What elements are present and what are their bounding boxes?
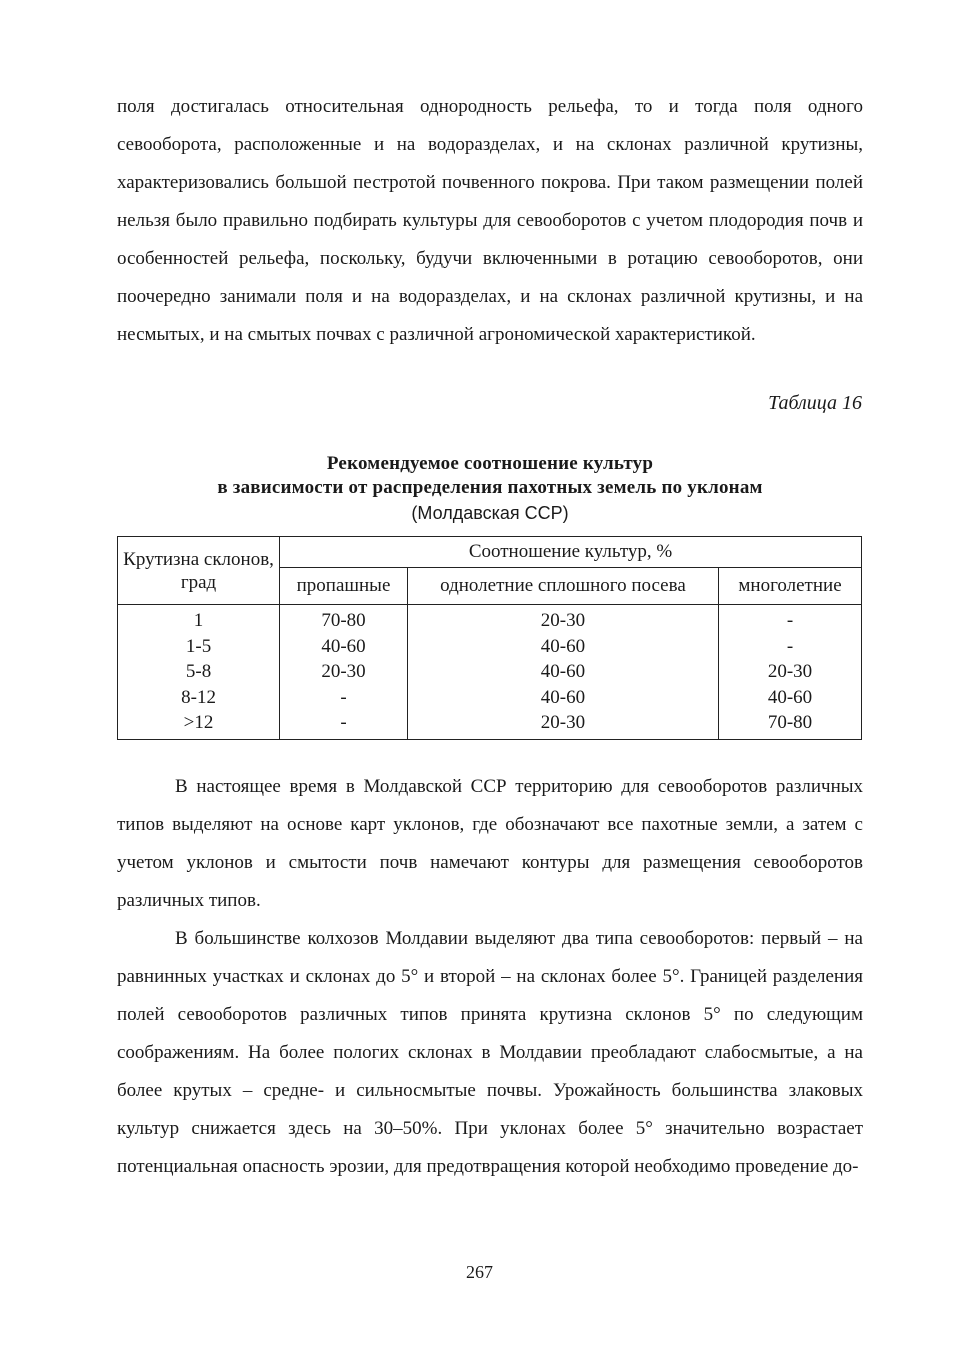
crop-ratio-table [117,536,862,740]
paragraph-2: В настоящее время в Молдавской ССР территорию для севооборотов различных типов выделяют на основе карт уклонов, где обозначают все пахотные земли, а затем с учетом уклонов и смытости почв намечают контуры для размещения севооборотов различных типов. [117,776,863,911]
cell-slope: >12 [118,710,280,739]
header-perennial: многолетние [719,568,862,605]
header-annual: однолетние сплошного посева [407,568,718,605]
paragraph-3: В большинстве колхозов Молдавии выделяют два типа севооборотов: первый – на равнинных участках и склонах до 5° и второй – на склонах более 5°. Границей разделения полей севооборотов различных типов принята крутизна склонов 5° по следующим соображениям. На более пологих склонах в Молдавии преобладают слабосмытые, а на более крутых – средне- и сильносмытые почвы. Урожайность большинства злаковых культур снижается здесь на 30–50%. При уклонах более 5° значительно возрастает потенциальная опасность эрозии, для предотвращения которой необходимо проведение до- [117,928,863,1177]
table-row [118,710,862,739]
table-row [118,605,862,634]
table-label: Таблица 16 [768,392,862,414]
cell-row-crops: 20-30 [280,659,408,685]
cell-perennial: - [719,634,862,660]
table-title-line-2: в зависимости от распределения пахотных земель по уклонам [217,477,763,498]
table-title [117,452,863,527]
cell-perennial: 40-60 [719,685,862,711]
cell-slope: 5-8 [118,659,280,685]
page-number: 267 [466,1262,493,1282]
table-subtitle: (Молдавская ССР) [411,503,569,523]
table-row [118,634,862,660]
cell-slope: 8-12 [118,685,280,711]
cell-slope: 1-5 [118,634,280,660]
cell-row-crops: - [280,685,408,711]
cell-annual: 40-60 [407,634,718,660]
table-row [118,659,862,685]
cell-perennial: 70-80 [719,710,862,739]
header-ratio: Соотношение культур, % [280,537,862,568]
header-slope: Крутизна склонов, град [118,537,280,605]
cell-row-crops: 40-60 [280,634,408,660]
cell-annual: 40-60 [407,659,718,685]
cell-slope: 1 [118,605,280,634]
cell-row-crops: 70-80 [280,605,408,634]
table-title-line-1: Рекомендуемое соотношение культур [326,453,654,474]
cell-annual: 20-30 [407,710,718,739]
table-row [118,685,862,711]
header-row-crops: пропашные [280,568,408,605]
cell-perennial: - [719,605,862,634]
paragraph-1: поля достигалась относительная однородность рельефа, то и тогда поля одного севооборота, расположенные и на водоразделах, и на склонах различной крутизны, характеризовались большой пестротой почвенного покрова. При таком размещении полей нельзя было правильно подбирать культуры для севооборотов с учетом плодородия почв и особенностей рельефа, поскольку, будучи включенными в ротацию севооборотов, они поочередно занимали поля и на водоразделах, и на склонах различной крутизны, и на несмытых, и на смытых почвах с различной агрономической характеристикой. [117,96,863,345]
cell-annual: 40-60 [407,685,718,711]
cell-perennial: 20-30 [719,659,862,685]
cell-row-crops: - [280,710,408,739]
cell-annual: 20-30 [407,605,718,634]
